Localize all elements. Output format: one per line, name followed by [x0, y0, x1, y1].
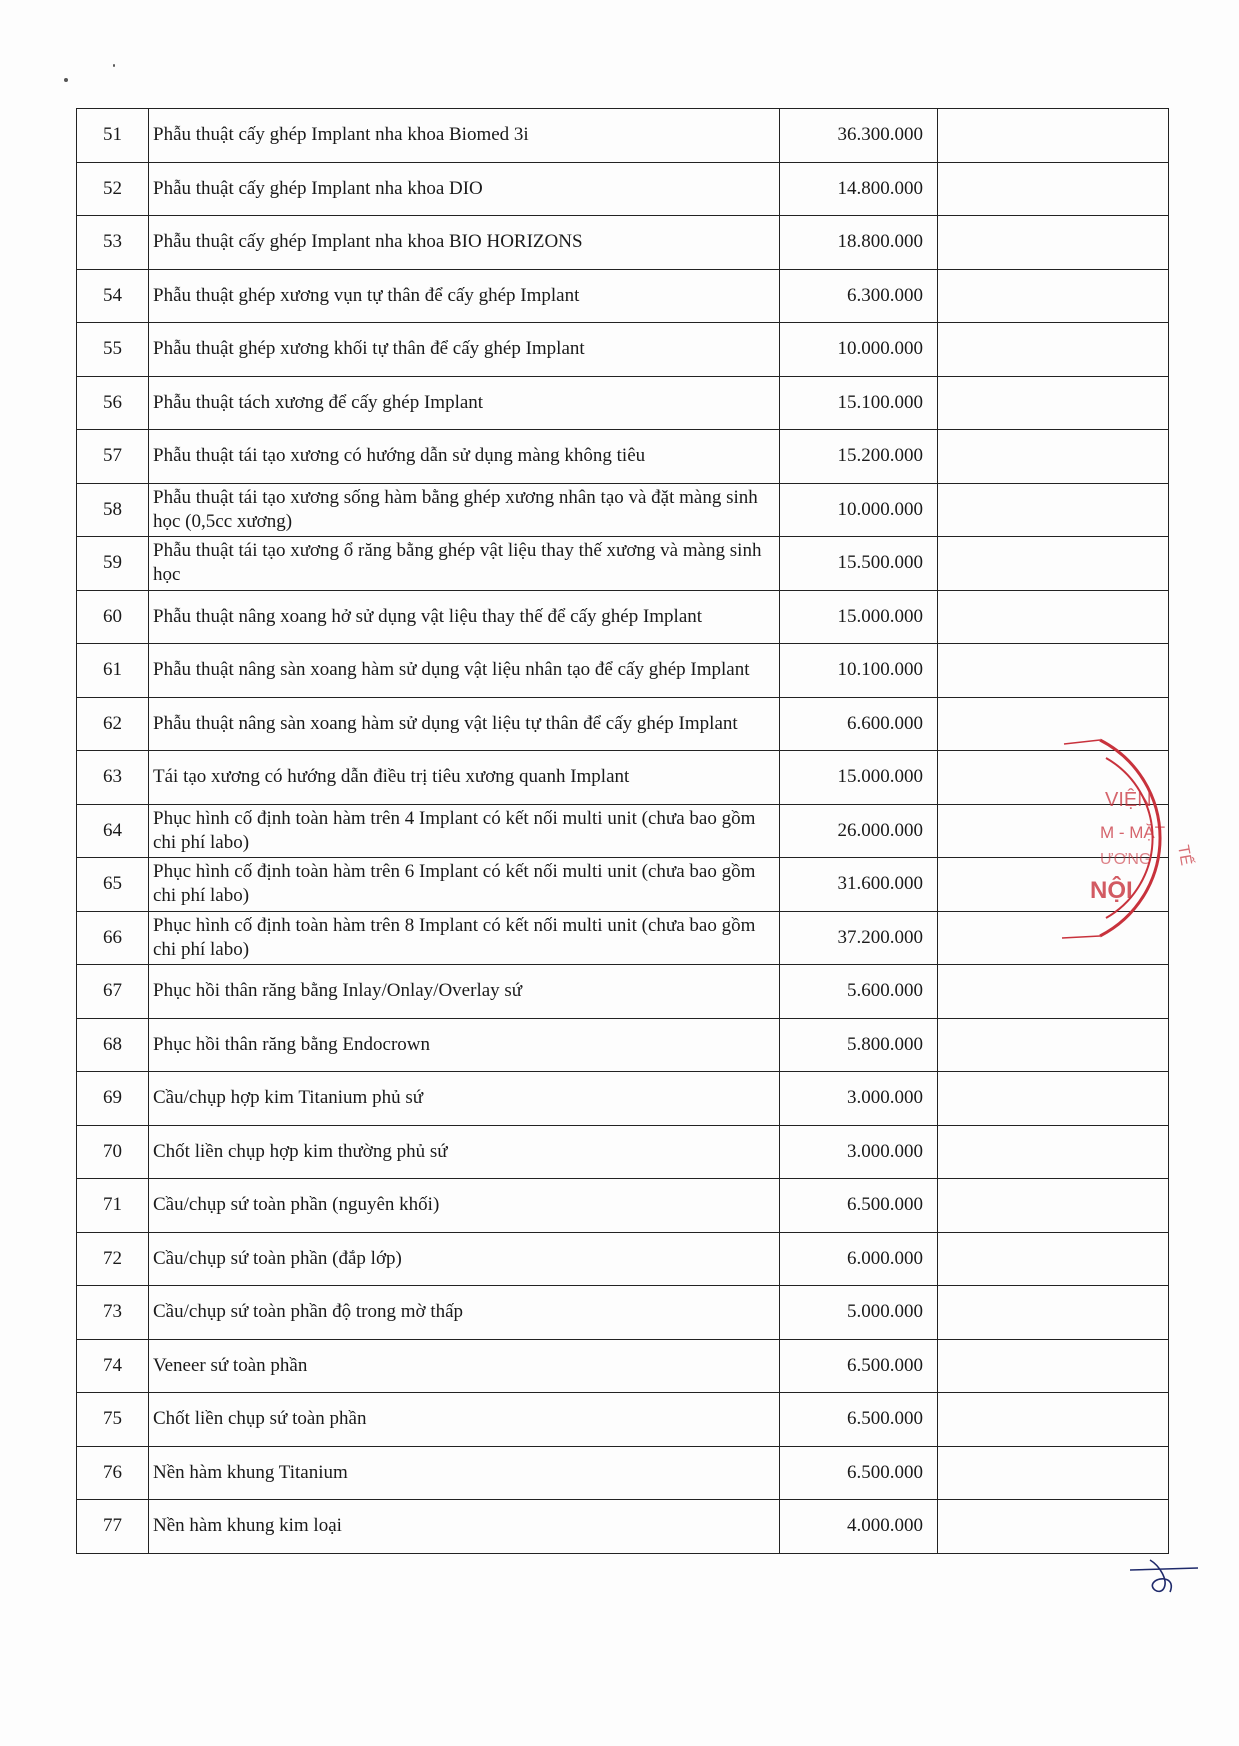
row-price: 6.000.000	[780, 1232, 938, 1286]
row-procedure-name: Phục hồi thân răng bằng Endocrown	[149, 1018, 780, 1072]
row-number: 57	[77, 430, 149, 484]
row-procedure-name: Cầu/chụp sứ toàn phần độ trong mờ thấp	[149, 1286, 780, 1340]
row-procedure-name: Phẫu thuật ghép xương vụn tự thân để cấy ghép Implant	[149, 269, 780, 323]
row-procedure-name: Phẫu thuật tái tạo xương có hướng dẫn sử dụng màng không tiêu	[149, 430, 780, 484]
row-number: 69	[77, 1072, 149, 1126]
table-row	[77, 162, 1169, 216]
row-price: 4.000.000	[780, 1500, 938, 1554]
fee-table	[76, 108, 1169, 1554]
row-number: 60	[77, 590, 149, 644]
row-note-cell	[938, 1232, 1169, 1286]
row-number: 55	[77, 323, 149, 377]
table-row	[77, 1232, 1169, 1286]
row-procedure-name: Phẫu thuật nâng xoang hở sử dụng vật liệu thay thế để cấy ghép Implant	[149, 590, 780, 644]
table-row	[77, 858, 1169, 912]
row-number: 77	[77, 1500, 149, 1554]
table-row	[77, 804, 1169, 858]
row-number: 76	[77, 1446, 149, 1500]
seal-line-3: ƯƠNG	[1100, 851, 1152, 868]
fee-table-body	[77, 109, 1169, 1554]
row-price: 15.500.000	[780, 537, 938, 591]
row-procedure-name: Nền hàm khung kim loại	[149, 1500, 780, 1554]
table-row	[77, 1500, 1169, 1554]
row-note-cell	[938, 965, 1169, 1019]
table-row	[77, 1339, 1169, 1393]
row-number: 64	[77, 804, 149, 858]
row-number: 58	[77, 483, 149, 537]
row-note-cell	[938, 162, 1169, 216]
row-note-cell	[938, 109, 1169, 163]
row-price: 26.000.000	[780, 804, 938, 858]
row-procedure-name: Nền hàm khung Titanium	[149, 1446, 780, 1500]
row-procedure-name: Chốt liền chụp sứ toàn phần	[149, 1393, 780, 1447]
row-price: 5.800.000	[780, 1018, 938, 1072]
row-number: 70	[77, 1125, 149, 1179]
row-note-cell	[938, 537, 1169, 591]
row-price: 6.500.000	[780, 1179, 938, 1233]
row-procedure-name: Chốt liền chụp hợp kim thường phủ sứ	[149, 1125, 780, 1179]
table-row	[77, 1125, 1169, 1179]
table-row	[77, 1018, 1169, 1072]
row-note-cell	[938, 216, 1169, 270]
row-price: 15.100.000	[780, 376, 938, 430]
row-note-cell	[938, 376, 1169, 430]
row-price: 5.000.000	[780, 1286, 938, 1340]
row-procedure-name: Cầu/chụp sứ toàn phần (đắp lớp)	[149, 1232, 780, 1286]
row-number: 75	[77, 1393, 149, 1447]
row-note-cell	[938, 269, 1169, 323]
row-price: 15.000.000	[780, 751, 938, 805]
row-procedure-name: Phục hình cố định toàn hàm trên 4 Implant có kết nối multi unit (chưa bao gồm chi phí labo)	[149, 804, 780, 858]
row-number: 71	[77, 1179, 149, 1233]
seal-line-4: NỘI	[1090, 877, 1133, 904]
row-price: 6.300.000	[780, 269, 938, 323]
row-note-cell	[938, 483, 1169, 537]
row-price: 3.000.000	[780, 1125, 938, 1179]
table-row	[77, 216, 1169, 270]
row-number: 62	[77, 697, 149, 751]
row-procedure-name: Phẫu thuật ghép xương khối tự thân để cấy ghép Implant	[149, 323, 780, 377]
table-row	[77, 1286, 1169, 1340]
row-number: 65	[77, 858, 149, 912]
row-number: 52	[77, 162, 149, 216]
row-number: 68	[77, 1018, 149, 1072]
seal-line-2: M - MẶT	[1100, 823, 1166, 842]
row-note-cell	[938, 1018, 1169, 1072]
row-procedure-name: Phẫu thuật tách xương để cấy ghép Implant	[149, 376, 780, 430]
row-note-cell	[938, 1339, 1169, 1393]
table-row	[77, 911, 1169, 965]
row-procedure-name: Phục hình cố định toàn hàm trên 8 Implant có kết nối multi unit (chưa bao gồm chi phí labo)	[149, 911, 780, 965]
table-row	[77, 697, 1169, 751]
row-number: 53	[77, 216, 149, 270]
row-number: 73	[77, 1286, 149, 1340]
row-number: 74	[77, 1339, 149, 1393]
scan-speck	[113, 64, 115, 67]
signature-mark-icon	[1130, 1552, 1200, 1602]
row-number: 59	[77, 537, 149, 591]
table-row	[77, 1393, 1169, 1447]
official-seal-stamp	[1060, 726, 1210, 956]
row-number: 56	[77, 376, 149, 430]
row-number: 54	[77, 269, 149, 323]
table-row	[77, 483, 1169, 537]
row-procedure-name: Phẫu thuật tái tạo xương sống hàm bằng ghép xương nhân tạo và đặt màng sinh học (0,5cc xương)	[149, 483, 780, 537]
row-note-cell	[938, 590, 1169, 644]
row-note-cell	[938, 644, 1169, 698]
row-price: 3.000.000	[780, 1072, 938, 1126]
row-price: 6.500.000	[780, 1339, 938, 1393]
row-note-cell	[938, 430, 1169, 484]
row-procedure-name: Phục hình cố định toàn hàm trên 6 Implant có kết nối multi unit (chưa bao gồm chi phí labo)	[149, 858, 780, 912]
seal-line-1: VIỆN	[1105, 789, 1152, 811]
row-procedure-name: Phẫu thuật nâng sàn xoang hàm sử dụng vật liệu tự thân để cấy ghép Implant	[149, 697, 780, 751]
row-note-cell	[938, 1072, 1169, 1126]
seal-line-5: TẾ	[1174, 843, 1195, 867]
row-price: 14.800.000	[780, 162, 938, 216]
row-price: 18.800.000	[780, 216, 938, 270]
row-procedure-name: Phẫu thuật nâng sàn xoang hàm sử dụng vật liệu nhân tạo để cấy ghép Implant	[149, 644, 780, 698]
table-row	[77, 376, 1169, 430]
row-note-cell	[938, 1446, 1169, 1500]
row-note-cell	[938, 1125, 1169, 1179]
row-procedure-name: Phẫu thuật cấy ghép Implant nha khoa BIO HORIZONS	[149, 216, 780, 270]
table-row	[77, 537, 1169, 591]
table-row	[77, 751, 1169, 805]
table-row	[77, 965, 1169, 1019]
table-row	[77, 590, 1169, 644]
row-procedure-name: Phẫu thuật cấy ghép Implant nha khoa Biomed 3i	[149, 109, 780, 163]
table-row	[77, 109, 1169, 163]
row-price: 6.600.000	[780, 697, 938, 751]
row-number: 51	[77, 109, 149, 163]
row-note-cell	[938, 1286, 1169, 1340]
row-price: 15.200.000	[780, 430, 938, 484]
row-procedure-name: Tái tạo xương có hướng dẫn điều trị tiêu xương quanh Implant	[149, 751, 780, 805]
row-note-cell	[938, 1179, 1169, 1233]
row-number: 67	[77, 965, 149, 1019]
table-row	[77, 430, 1169, 484]
row-price: 31.600.000	[780, 858, 938, 912]
row-procedure-name: Phẫu thuật cấy ghép Implant nha khoa DIO	[149, 162, 780, 216]
row-number: 66	[77, 911, 149, 965]
table-row	[77, 1179, 1169, 1233]
row-note-cell	[938, 323, 1169, 377]
row-price: 37.200.000	[780, 911, 938, 965]
row-note-cell	[938, 1500, 1169, 1554]
table-row	[77, 644, 1169, 698]
row-price: 6.500.000	[780, 1446, 938, 1500]
row-price: 15.000.000	[780, 590, 938, 644]
row-number: 61	[77, 644, 149, 698]
scan-speck	[64, 78, 68, 82]
table-row	[77, 269, 1169, 323]
row-price: 36.300.000	[780, 109, 938, 163]
row-price: 5.600.000	[780, 965, 938, 1019]
row-procedure-name: Veneer sứ toàn phần	[149, 1339, 780, 1393]
table-row	[77, 323, 1169, 377]
row-price: 10.000.000	[780, 483, 938, 537]
row-procedure-name: Phẫu thuật tái tạo xương ổ răng bằng ghép vật liệu thay thế xương và màng sinh học	[149, 537, 780, 591]
row-number: 72	[77, 1232, 149, 1286]
row-procedure-name: Cầu/chụp sứ toàn phần (nguyên khối)	[149, 1179, 780, 1233]
row-number: 63	[77, 751, 149, 805]
row-price: 6.500.000	[780, 1393, 938, 1447]
row-procedure-name: Phục hồi thân răng bằng Inlay/Onlay/Overlay sứ	[149, 965, 780, 1019]
row-procedure-name: Cầu/chụp hợp kim Titanium phủ sứ	[149, 1072, 780, 1126]
row-price: 10.000.000	[780, 323, 938, 377]
table-row	[77, 1072, 1169, 1126]
table-row	[77, 1446, 1169, 1500]
row-note-cell	[938, 1393, 1169, 1447]
row-price: 10.100.000	[780, 644, 938, 698]
